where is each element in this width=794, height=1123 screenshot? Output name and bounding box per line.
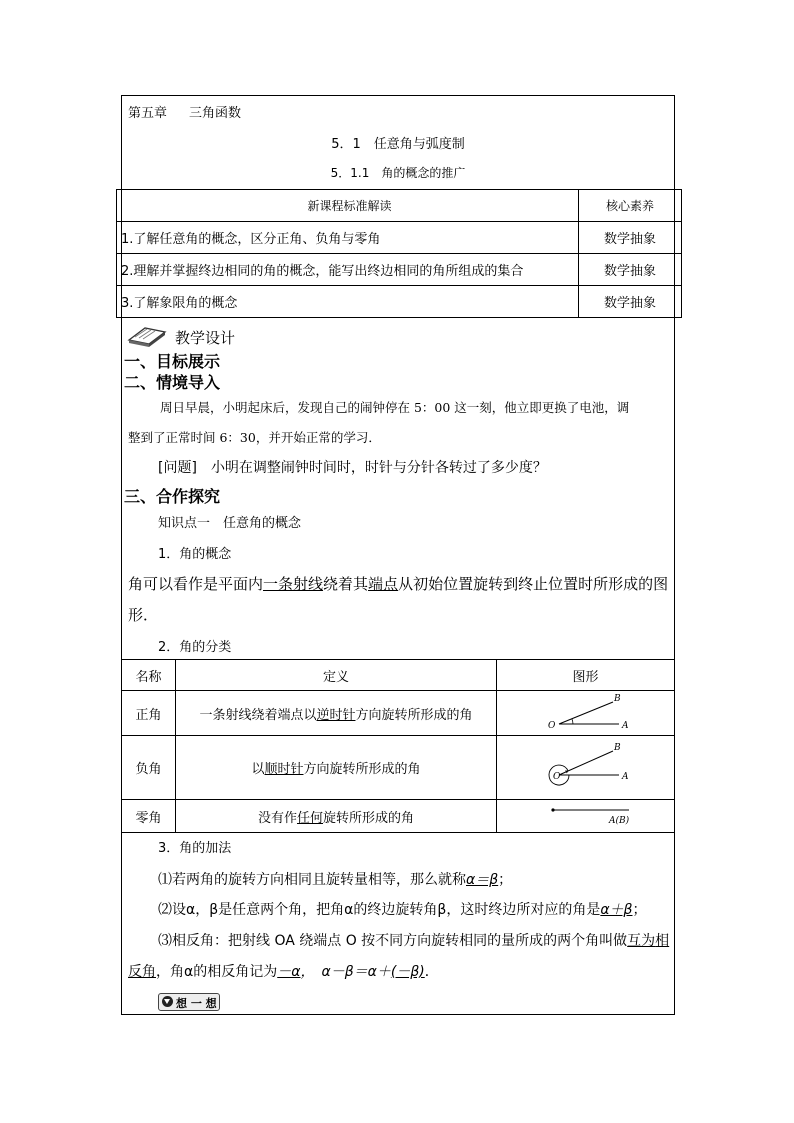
item-text: ⑵设α，β是任意两个角，把角α的终边旋转角β，这时终边所对应的角是 <box>158 902 601 918</box>
standard-text: 1.了解任意角的概念，区分正角、负角与零角 <box>117 222 579 254</box>
literacy-text: 数学抽象 <box>579 286 682 318</box>
angle-name: 负角 <box>122 736 176 800</box>
subsection-title: 5．1.1 角的概念的推广 <box>330 166 466 180</box>
def-text: 角可以看作是平面内 <box>128 575 264 593</box>
positive-angle-figure <box>497 691 675 736</box>
literacy-text: 数学抽象 <box>579 222 682 254</box>
def-text: 从初始位置旋转到终止位置时所形成的图 <box>398 575 669 593</box>
item-blank: α＋β <box>600 902 633 918</box>
table-row <box>117 222 682 254</box>
standard-text: 2.理解并掌握终边相同的角的概念，能写出终边相同的角所组成的集合 <box>117 254 579 286</box>
item-blank: α＝β <box>466 872 499 888</box>
zero-angle-figure <box>497 800 675 833</box>
heading-explore: 三、合作探究 <box>124 487 221 506</box>
item-blank: 相 <box>655 933 670 949</box>
label-ab: A(B) <box>608 816 629 826</box>
question-text: 小明在调整闹钟时间时，时针与分针各转过了多少度？ <box>210 460 547 476</box>
def-text: 绕着其 <box>323 575 369 593</box>
header-definition: 定义 <box>176 660 497 691</box>
item-text: ⑴若两角的旋转方向相同且旋转量相等，那么就称 <box>158 872 466 888</box>
heading-goals: 一、目标展示 <box>124 352 221 371</box>
def-blank: 逆时针 <box>316 707 356 723</box>
situation-line2: 整到了正常时间 6：30，并开始正常的学习． <box>128 430 381 445</box>
header-name: 名称 <box>122 660 176 691</box>
def-text: 没有作 <box>257 810 297 826</box>
table-header-row <box>117 190 682 222</box>
section-title: 5．1 任意角与弧度制 <box>331 137 465 152</box>
teaching-design-label: 教学设计 <box>175 329 236 347</box>
item-text: ，角α的相反角记为 <box>156 964 278 980</box>
addition-item-3 <box>158 930 669 950</box>
angle-name: 零角 <box>122 800 176 833</box>
positive-angle-diagram <box>501 691 671 731</box>
angle-concept-title: 1．角的概念 <box>158 547 232 562</box>
table-row <box>122 736 675 800</box>
item-text: ； <box>498 872 513 888</box>
table-header-row <box>122 660 675 691</box>
def-text: 一条射线绕着端点以 <box>199 707 317 723</box>
zero-angle-diagram <box>501 800 671 828</box>
chapter-title: 三角函数 <box>189 106 242 121</box>
angle-definition-cell <box>176 800 497 833</box>
item-blank: 反角 <box>128 964 156 980</box>
heading-situation: 二、情境导入 <box>124 373 221 392</box>
header-figure: 图形 <box>497 660 675 691</box>
table-row <box>122 800 675 833</box>
item-blank: －α <box>277 964 301 980</box>
label-b: B <box>613 694 621 704</box>
def-blank-ray: 一条射线 <box>263 575 324 593</box>
item-blank: (－β) <box>390 964 425 980</box>
think-label: 想 一 想 <box>176 997 217 1010</box>
knowledge-point-title: 知识点一 任意角的概念 <box>158 516 302 531</box>
question-tag: [问题] <box>158 460 197 476</box>
def-text: 旋转所形成的角 <box>323 810 415 826</box>
literacy-text: 数学抽象 <box>579 254 682 286</box>
def-blank: 顺时针 <box>264 762 304 777</box>
table-row <box>122 691 675 736</box>
chapter-heading <box>128 102 241 121</box>
item-text: ， α－β＝α＋ <box>300 964 391 980</box>
angle-definition-cell <box>176 736 497 800</box>
label-a: A <box>621 771 628 782</box>
angle-definition-cell <box>176 691 497 736</box>
header-standards: 新课程标准解读 <box>117 190 579 222</box>
def-text: 以 <box>251 762 265 777</box>
chevron-down-icon <box>162 996 173 1007</box>
angle-classification-title: 2．角的分类 <box>158 640 232 655</box>
standards-table <box>116 189 682 318</box>
addition-item-1 <box>158 869 512 889</box>
situation-question <box>158 457 547 477</box>
angle-definition <box>128 573 668 594</box>
angle-classification-table <box>121 659 675 833</box>
def-text: 方向旋转所形成的角 <box>303 762 421 777</box>
negative-angle-figure <box>497 736 675 800</box>
angle-definition-cont: 形． <box>128 606 159 624</box>
item-text: ． <box>424 964 439 980</box>
item-text: ； <box>632 902 647 918</box>
table-row <box>117 254 682 286</box>
addition-item-2 <box>158 899 647 919</box>
angle-name: 正角 <box>122 691 176 736</box>
book-icon <box>125 322 169 348</box>
angle-addition-title: 3．角的加法 <box>158 841 232 856</box>
def-blank: 任何 <box>296 810 323 826</box>
item-text: ⑶相反角：把射线 OA 绕端点 O 按不同方向旋转相同的量所成的两个角叫做 <box>158 933 628 949</box>
addition-item-3-cont <box>128 961 439 981</box>
def-blank-endpoint: 端点 <box>368 575 399 593</box>
header-literacy: 核心素养 <box>579 190 682 222</box>
chapter-number: 第五章 <box>128 106 168 121</box>
def-text: 方向旋转所形成的角 <box>355 707 473 723</box>
situation-line1: 周日早晨，小明起床后，发现自己的闹钟停在 5：00 这一刻，他立即更换了电池，调 <box>160 400 630 415</box>
standard-text: 3.了解象限角的概念 <box>117 286 579 318</box>
label-b: B <box>613 742 621 753</box>
item-blank: 互为 <box>627 933 656 949</box>
label-o: O <box>552 771 560 782</box>
label-a: A <box>621 721 628 731</box>
label-o: O <box>547 721 555 731</box>
negative-angle-diagram <box>501 741 671 791</box>
table-row <box>117 286 682 318</box>
think-label-badge <box>158 993 220 1011</box>
